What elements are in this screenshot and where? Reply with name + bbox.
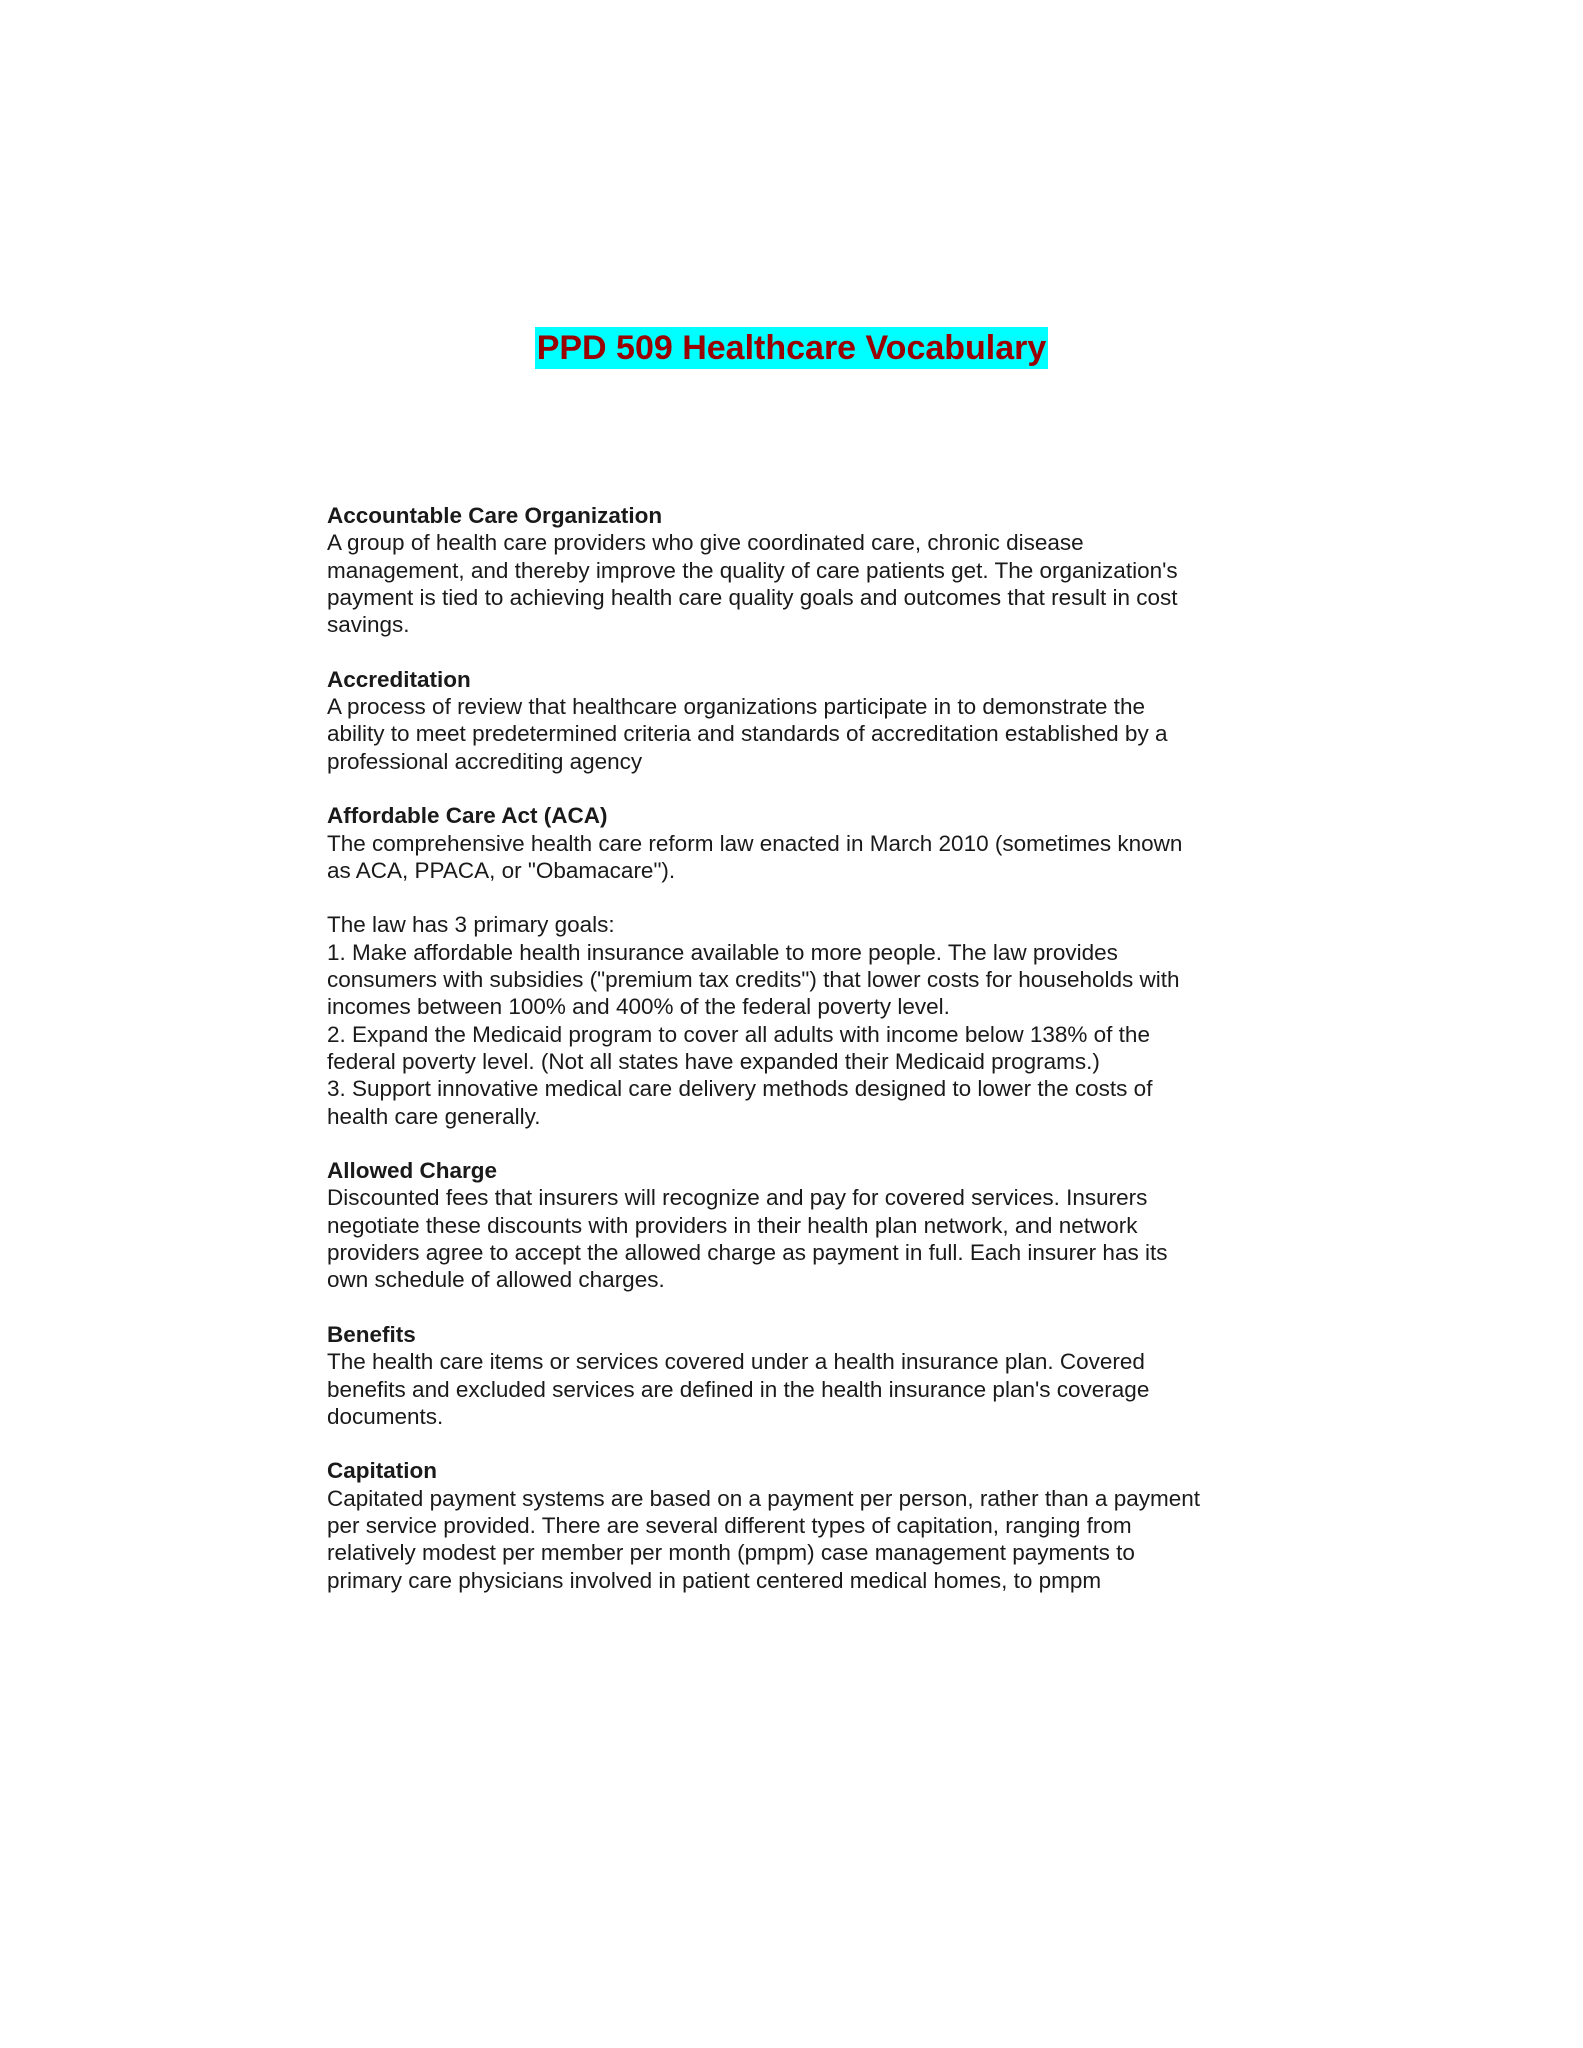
definition-line: A process of review that healthcare organizations participate in to demonstrate the (327, 694, 1145, 720)
definition-line: A group of health care providers who give coordinated care, chronic disease (327, 530, 1084, 556)
vocabulary-entry (327, 1457, 1257, 1593)
definition-line: as ACA, PPACA, or "Obamacare"). (327, 857, 676, 883)
definition-line: Capitated payment systems are based on a payment per person, rather than a payment (327, 1485, 1200, 1511)
definition-line: relatively modest per member per month (pmpm) case management payments to (327, 1540, 1135, 1566)
definition-line: The comprehensive health care reform law enacted in March 2010 (sometimes known (327, 830, 1183, 856)
definition-line: management, and thereby improve the quality of care patients get. The organization's (327, 557, 1178, 583)
definition-line: Discounted fees that insurers will recognize and pay for covered services. Insurers (327, 1185, 1148, 1211)
entry-term: Capitation (327, 1458, 437, 1484)
definition-line: 2. Expand the Medicaid program to cover all adults with income below 138% of the (327, 1021, 1150, 1047)
definition-line: professional accrediting agency (327, 748, 643, 774)
entry-term: Accountable Care Organization (327, 503, 663, 528)
definition-line: benefits and excluded services are defined in the health insurance plan's coverage (327, 1376, 1150, 1402)
vocabulary-list (327, 502, 1257, 1621)
title-container (0, 327, 1583, 369)
definition-line: negotiate these discounts with providers in their health plan network, and network (327, 1212, 1138, 1238)
definition-line: payment is tied to achieving health care quality goals and outcomes that result in cost (327, 584, 1178, 610)
definition-line: consumers with subsidies ("premium tax credits") that lower costs for households with (327, 967, 1180, 993)
vocabulary-entry (327, 502, 1257, 638)
definition-line: primary care physicians involved in patient centered medical homes, to pmpm (327, 1567, 1102, 1593)
entry-term: Allowed Charge (327, 1158, 498, 1184)
definition-line: providers agree to accept the allowed charge as payment in full. Each insurer has its (327, 1240, 1168, 1266)
definition-line: federal poverty level. (Not all states have expanded their Medicaid programs.) (327, 1048, 1100, 1074)
definition-line: per service provided. There are several different types of capitation, ranging from (327, 1512, 1132, 1538)
document-title: PPD 509 Healthcare Vocabulary (536, 329, 1047, 367)
definition-line: The health care items or services covered under a health insurance plan. Covered (327, 1349, 1145, 1375)
definition-line: 3. Support innovative medical care delivery methods designed to lower the costs of (327, 1076, 1153, 1102)
entry-term: Benefits (327, 1321, 416, 1347)
entry-term: Affordable Care Act (ACA) (327, 803, 608, 829)
vocabulary-entry (327, 666, 1257, 775)
definition-line: own schedule of allowed charges. (327, 1267, 665, 1293)
paragraph-gap (327, 884, 1257, 911)
definition-line: documents. (327, 1403, 444, 1429)
definition-line: 1. Make affordable health insurance available to more people. The law provides (327, 939, 1118, 965)
entry-term: Accreditation (327, 666, 471, 692)
definition-line: ability to meet predetermined criteria and standards of accreditation established by a (327, 721, 1168, 747)
definition-line: savings. (327, 612, 410, 638)
vocabulary-entry (327, 1321, 1257, 1430)
definition-line: The law has 3 primary goals: (327, 912, 615, 938)
definition-line: health care generally. (327, 1103, 541, 1129)
vocabulary-entry (327, 1157, 1257, 1293)
vocabulary-entry (327, 802, 1257, 1130)
definition-line: incomes between 100% and 400% of the federal poverty level. (327, 994, 950, 1020)
